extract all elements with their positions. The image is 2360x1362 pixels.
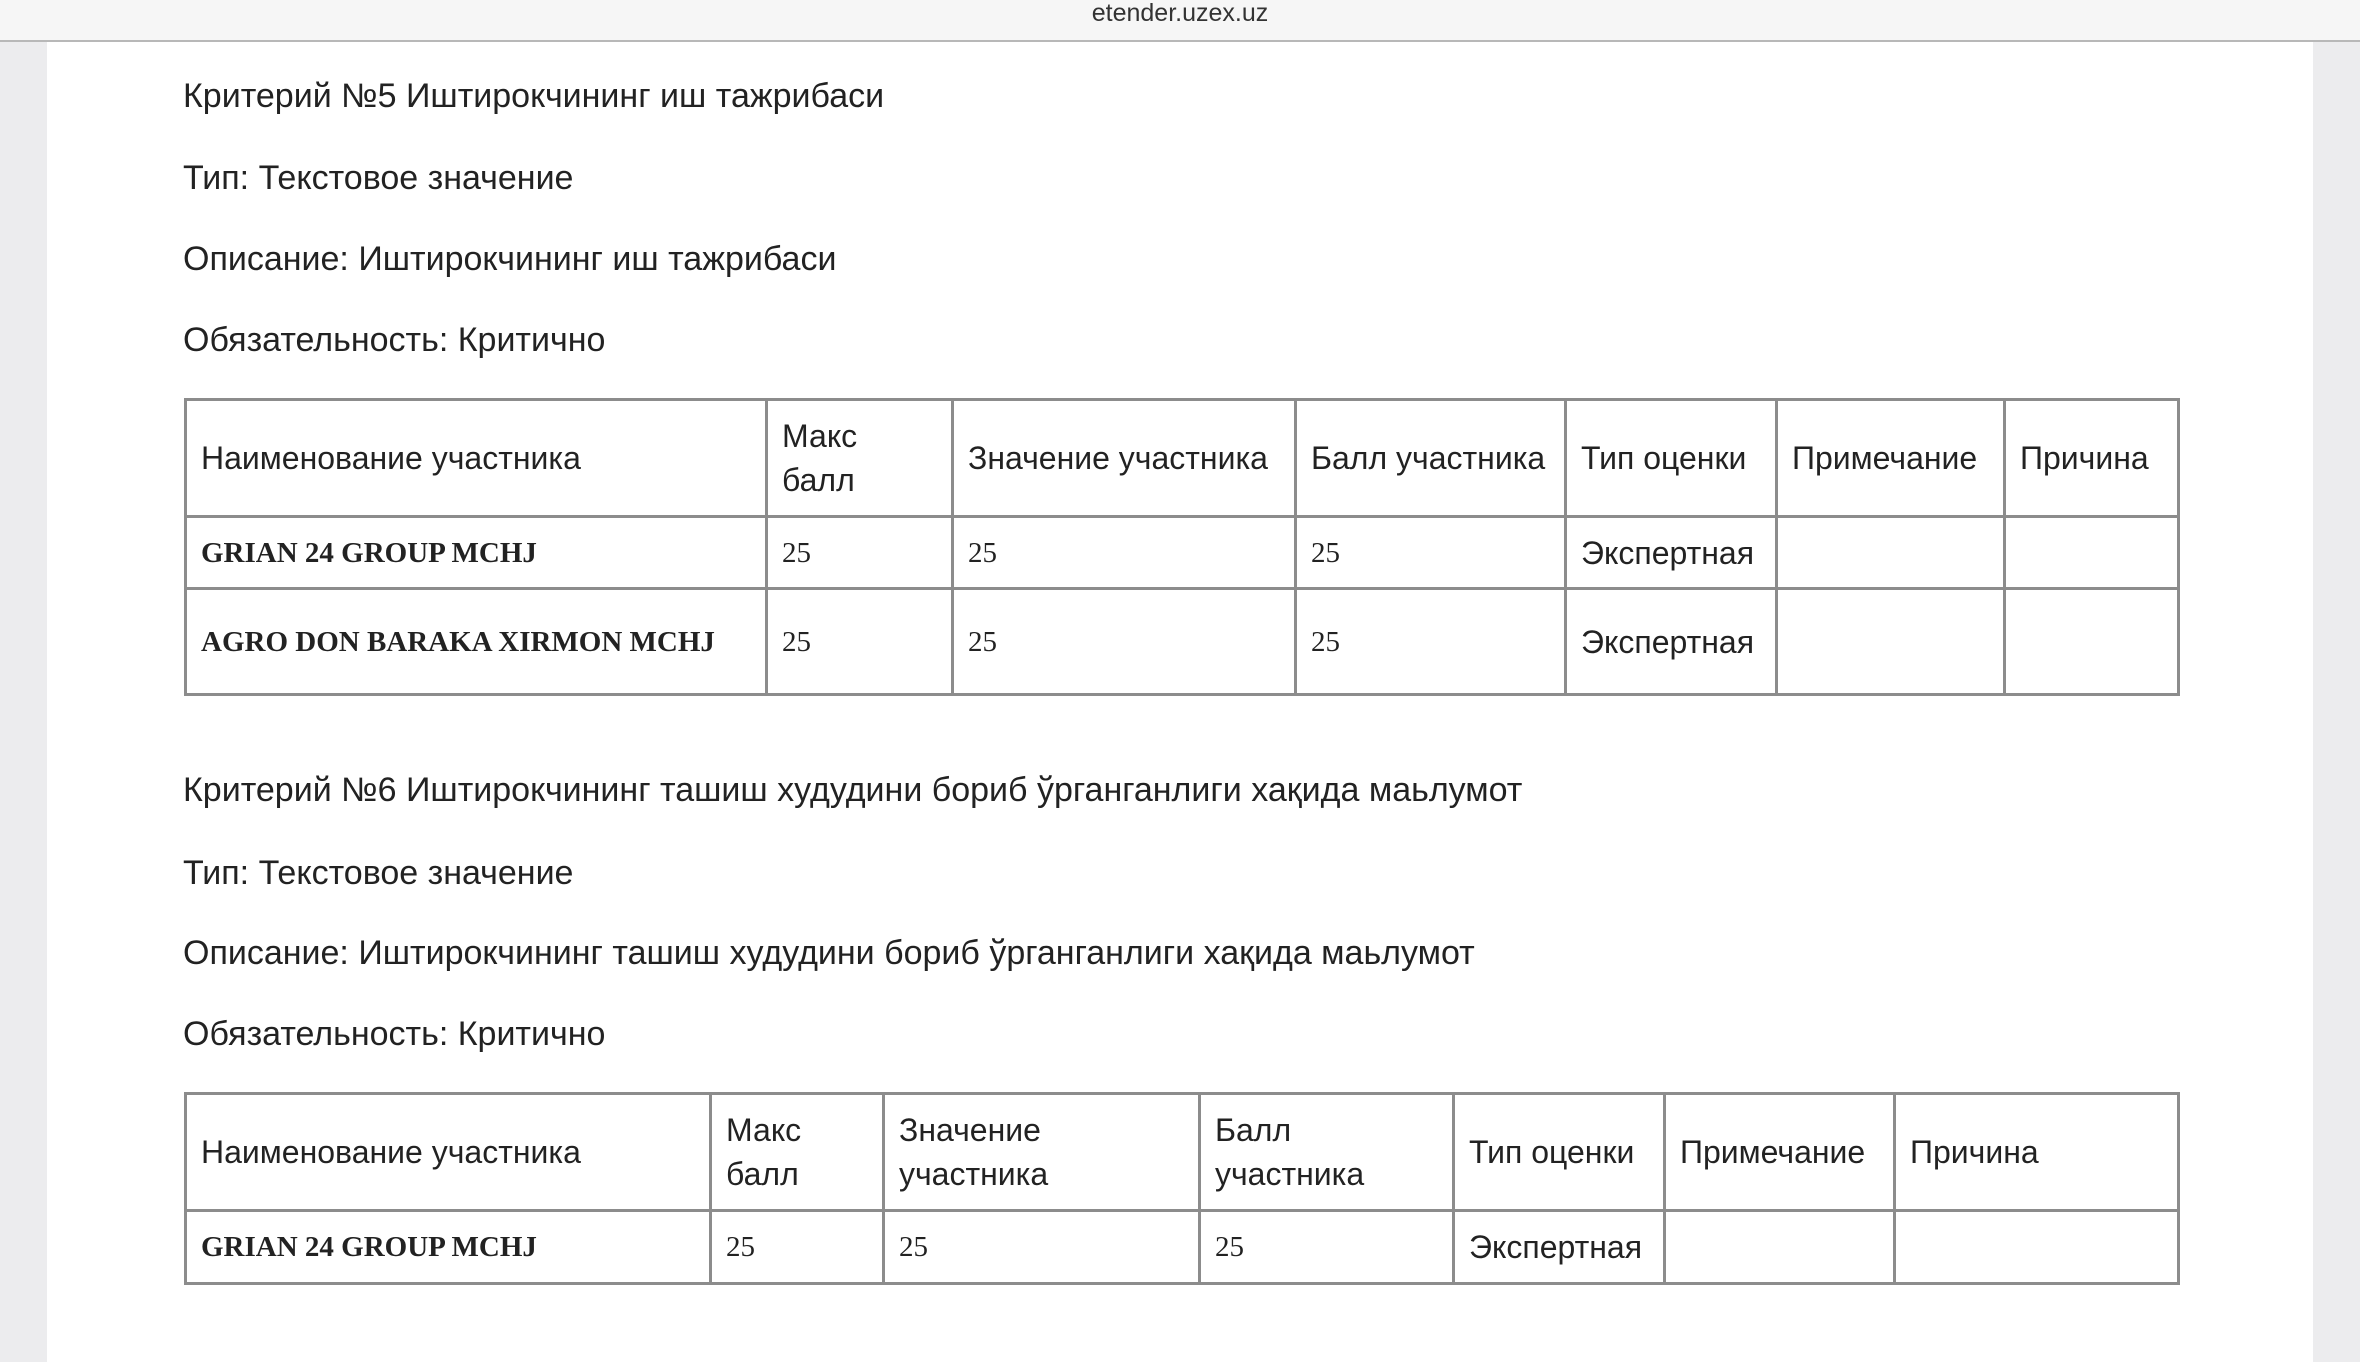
header-reason: Причина bbox=[2005, 400, 2179, 517]
criterion-6-title: Критерий №6 Иштирокчининг ташиш худудини бориб ўрганганлиги хақида маьлумот bbox=[183, 771, 1523, 809]
table-row bbox=[186, 589, 2179, 695]
table-header-row bbox=[186, 1094, 2179, 1211]
header-participant-score: Балл участника bbox=[1296, 400, 1566, 517]
max-score: 25 bbox=[767, 517, 953, 589]
note bbox=[1777, 517, 2005, 589]
participant-score: 25 bbox=[1296, 517, 1566, 589]
max-score: 25 bbox=[711, 1211, 884, 1284]
header-participant-score: Балл участника bbox=[1200, 1094, 1454, 1211]
note bbox=[1777, 589, 2005, 695]
evaluation-type: Экспертная bbox=[1566, 517, 1777, 589]
criterion-6-mandatory: Обязательность: Критично bbox=[183, 1015, 606, 1053]
header-max-score: Макс балл bbox=[767, 400, 953, 517]
criterion-5-type: Тип: Текстовое значение bbox=[183, 159, 574, 197]
header-evaluation-type: Тип оценки bbox=[1454, 1094, 1665, 1211]
criterion-5-mandatory: Обязательность: Критично bbox=[183, 321, 606, 359]
criterion-6-table bbox=[184, 1092, 2180, 1285]
table-row bbox=[186, 517, 2179, 589]
url-text: etender.uzex.uz bbox=[1091, 0, 1269, 27]
participant-score: 25 bbox=[1296, 589, 1566, 695]
header-note: Примечание bbox=[1665, 1094, 1895, 1211]
header-note: Примечание bbox=[1777, 400, 2005, 517]
header-reason: Причина bbox=[1895, 1094, 2179, 1211]
evaluation-type: Экспертная bbox=[1566, 589, 1777, 695]
header-participant-value: Значение участника bbox=[884, 1094, 1200, 1211]
note bbox=[1665, 1211, 1895, 1284]
browser-address-bar[interactable] bbox=[0, 0, 2360, 42]
participant-name: GRIAN 24 GROUP MCHJ bbox=[186, 1211, 711, 1284]
header-participant-value: Значение участника bbox=[953, 400, 1296, 517]
table-header-row bbox=[186, 400, 2179, 517]
header-evaluation-type: Тип оценки bbox=[1566, 400, 1777, 517]
participant-score: 25 bbox=[1200, 1211, 1454, 1284]
participant-value: 25 bbox=[884, 1211, 1200, 1284]
participant-value: 25 bbox=[953, 517, 1296, 589]
max-score: 25 bbox=[767, 589, 953, 695]
criterion-6-description: Описание: Иштирокчининг ташиш худудини бориб ўрганганлиги хақида маьлумот bbox=[183, 934, 1475, 972]
participant-value: 25 bbox=[953, 589, 1296, 695]
criterion-5-table bbox=[184, 398, 2180, 696]
participant-name: GRIAN 24 GROUP MCHJ bbox=[186, 517, 767, 589]
reason bbox=[2005, 589, 2179, 695]
criterion-6-type: Тип: Текстовое значение bbox=[183, 854, 574, 892]
criterion-5-description: Описание: Иштирокчининг иш тажрибаси bbox=[183, 240, 837, 278]
reason bbox=[2005, 517, 2179, 589]
evaluation-type: Экспертная bbox=[1454, 1211, 1665, 1284]
reason bbox=[1895, 1211, 2179, 1284]
header-max-score: Макс балл bbox=[711, 1094, 884, 1211]
header-participant-name: Наименование участника bbox=[186, 1094, 711, 1211]
participant-name: AGRO DON BARAKA XIRMON MCHJ bbox=[186, 589, 767, 695]
table-row bbox=[186, 1211, 2179, 1284]
criterion-5-title: Критерий №5 Иштирокчининг иш тажрибаси bbox=[183, 77, 885, 115]
header-participant-name: Наименование участника bbox=[186, 400, 767, 517]
